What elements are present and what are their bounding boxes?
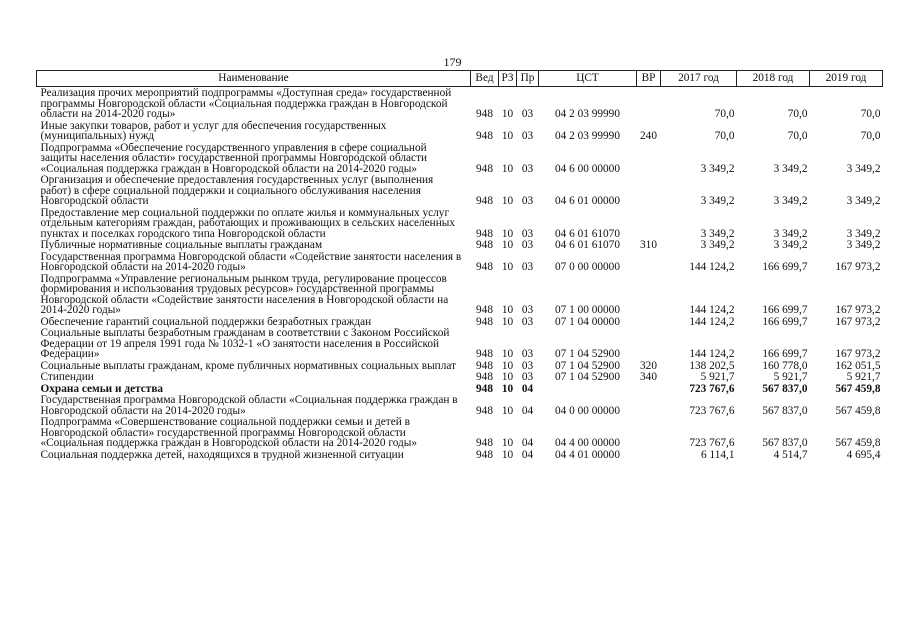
row-2019: 167 973,2 (835, 304, 881, 316)
row-name: Предоставление мер социальной поддержки по оплате жилья и коммунальных услуг отдельным категориям граждан, работающих и проживающих в сельских населенных пунктах и поселках городского типа Новгородской области (40, 206, 455, 240)
row-2018: 70,0 (787, 108, 808, 120)
row-2017: 70,0 (714, 108, 735, 120)
header-vr: ВР (637, 71, 661, 87)
table-row (37, 174, 883, 207)
row-rz: 10 (501, 304, 514, 316)
row-vr (637, 416, 661, 449)
row-2017: 3 349,2 (700, 195, 735, 207)
row-pr: 03 (521, 130, 534, 142)
header-cst: ЦСТ (539, 71, 637, 87)
row-2019: 162 051,5 (835, 359, 881, 372)
row-pr: 03 (521, 261, 534, 273)
row-vr: 310 (640, 239, 657, 251)
row-pr: 03 (521, 162, 534, 175)
page-number: 179 (443, 55, 462, 69)
row-2019: 70,0 (860, 130, 881, 142)
row-rz: 10 (501, 108, 514, 120)
row-2018: 166 699,7 (762, 315, 808, 328)
row-rz: 10 (501, 382, 514, 395)
row-2018: 4 514,7 (773, 448, 808, 461)
row-2019: 167 973,2 (835, 315, 881, 328)
row-name: Организация и обеспечение предоставления государственных услуг (выполнения работ) в сфере социальной поддержки и социального обслуживания населения Новгородской области (40, 174, 434, 207)
row-2017: 3 349,2 (700, 239, 735, 251)
row-vr: 240 (640, 130, 657, 142)
row-2017: 144 124,2 (689, 315, 735, 328)
row-pr: 03 (521, 239, 534, 251)
row-ved: 948 (476, 130, 493, 142)
row-cst: 04 4 00 00000 (555, 437, 620, 449)
row-cst: 07 1 04 52900 (555, 359, 620, 372)
row-pr: 03 (521, 227, 534, 240)
row-2018: 5 921,7 (773, 371, 808, 383)
row-vr (637, 383, 661, 395)
row-name: Подпрограмма «Обеспечение государственного управления в сфере социальной защиты населения области» государственной программы Новгородской области «Социальная поддержка граждан в Новгородской области на 2014-2020 годы» (40, 141, 428, 175)
row-name: Подпрограмма «Совершенствование социальной поддержки семьи и детей в Новгородской области» государственной программы Новгородской области «Социальная поддержка граждан в Новгородской области на 2014-2020 годы» (40, 416, 417, 449)
row-ved: 948 (476, 382, 493, 395)
row-2017: 3 349,2 (700, 162, 735, 175)
header-name: Наименование (37, 71, 471, 87)
row-rz: 10 (501, 359, 514, 372)
row-2017: 3 349,2 (700, 227, 735, 240)
row-vr: 320 (640, 359, 657, 372)
table-row (37, 316, 883, 328)
row-ved: 948 (476, 315, 493, 328)
row-vr (637, 207, 661, 240)
row-2019: 3 349,2 (846, 195, 881, 207)
table-row (37, 449, 883, 461)
row-ved: 948 (476, 304, 493, 316)
row-pr: 03 (521, 195, 534, 207)
row-cst: 04 6 01 61070 (555, 227, 620, 240)
row-ved: 948 (476, 261, 493, 273)
row-ved: 948 (476, 437, 493, 449)
row-name: Государственная программа Новгородской области «Социальная поддержка граждан в Новгородской области на 2014-2020 годы» (40, 394, 458, 417)
row-cst: 04 6 01 61070 (555, 239, 620, 251)
row-pr: 04 (521, 382, 534, 395)
row-name: Государственная программа Новгородской области «Содействие занятости населения в Новгородской области на 2014-2020 годы» (40, 250, 462, 273)
row-vr (637, 449, 661, 461)
row-rz: 10 (501, 404, 514, 417)
row-rz: 10 (501, 195, 514, 207)
row-cst (539, 383, 637, 395)
row-pr: 03 (521, 359, 534, 372)
row-2019: 70,0 (860, 108, 881, 120)
row-pr: 03 (521, 315, 534, 328)
row-pr: 03 (521, 108, 534, 120)
table-row (37, 383, 883, 395)
row-2018: 3 349,2 (773, 227, 808, 240)
table-row (37, 371, 883, 383)
row-vr (637, 142, 661, 175)
table-row (37, 251, 883, 273)
row-name: Стипендии (40, 371, 94, 383)
row-2019: 3 349,2 (846, 227, 881, 240)
row-2017: 70,0 (714, 130, 735, 142)
row-pr: 03 (521, 304, 534, 316)
table-row (37, 142, 883, 175)
row-2019: 567 459,8 (835, 404, 881, 417)
row-2017: 144 124,2 (689, 304, 735, 316)
row-2019: 3 349,2 (846, 239, 881, 251)
row-2019: 167 973,2 (835, 348, 881, 360)
row-ved: 948 (476, 195, 493, 207)
row-2019: 567 459,8 (835, 382, 881, 395)
row-name: Социальные выплаты гражданам, кроме публичных нормативных социальных выплат (40, 359, 457, 372)
row-2018: 567 837,0 (762, 382, 808, 395)
row-cst: 04 4 01 00000 (555, 448, 620, 461)
header-pr: Пр (517, 71, 539, 87)
row-ved: 948 (476, 359, 493, 372)
row-2017: 5 921,7 (700, 371, 735, 383)
row-ved: 948 (476, 348, 493, 360)
row-pr: 04 (521, 437, 534, 449)
row-2018: 166 699,7 (762, 261, 808, 273)
row-name: Публичные нормативные социальные выплаты гражданам (40, 239, 323, 251)
row-ved: 948 (476, 239, 493, 251)
row-vr (637, 174, 661, 207)
table-row (37, 120, 883, 142)
row-cst: 07 1 04 52900 (555, 371, 620, 383)
table-row (37, 416, 883, 449)
row-2018: 3 349,2 (773, 239, 808, 251)
row-2019: 167 973,2 (835, 261, 881, 273)
row-ved: 948 (476, 162, 493, 175)
row-vr (637, 316, 661, 328)
table-row (37, 273, 883, 316)
table-row (37, 87, 883, 120)
row-2018: 166 699,7 (762, 304, 808, 316)
row-name: Социальные выплаты безработным гражданам в соответствии с Законом Российской Федерации от 19 апреля 1991 года № 1032-1 «О занятости населения в Российской Федерации» (40, 327, 450, 360)
row-rz: 10 (501, 261, 514, 273)
row-rz: 10 (501, 130, 514, 142)
row-ved: 948 (476, 404, 493, 417)
row-2017: 144 124,2 (689, 348, 735, 360)
row-rz: 10 (501, 315, 514, 328)
row-name: Охрана семьи и детства (40, 382, 164, 395)
row-cst: 04 2 03 99990 (555, 130, 620, 142)
row-cst: 07 1 04 00000 (555, 315, 620, 328)
row-pr: 04 (521, 448, 534, 461)
row-ved: 948 (476, 371, 493, 383)
row-pr: 03 (521, 371, 534, 383)
row-cst: 07 1 04 52900 (555, 348, 620, 360)
row-name: Иные закупки товаров, работ и услуг для обеспечения государственных (муниципальных) нужд (40, 119, 387, 142)
row-2019: 567 459,8 (835, 437, 881, 449)
table-header-row (37, 71, 883, 87)
header-2019: 2019 год (810, 71, 883, 87)
row-2018: 567 837,0 (762, 404, 808, 417)
row-cst: 07 1 00 00000 (555, 304, 620, 316)
row-2018: 70,0 (787, 130, 808, 142)
budget-table (36, 70, 883, 460)
row-rz: 10 (501, 371, 514, 383)
row-name: Реализация прочих мероприятий подпрограммы «Доступная среда» государственной программы Новгородской области «Социальная поддержка граждан в Новгородской области на 2014-2020 годы» (40, 87, 452, 120)
header-2018: 2018 год (737, 71, 810, 87)
row-2019: 5 921,7 (846, 371, 881, 383)
row-vr: 340 (640, 371, 657, 383)
row-ved: 948 (476, 108, 493, 120)
row-cst: 07 0 00 00000 (555, 261, 620, 273)
row-2018: 3 349,2 (773, 162, 808, 175)
row-ved: 948 (476, 448, 493, 461)
row-2017: 723 767,6 (689, 437, 735, 449)
row-2018: 160 778,0 (762, 359, 808, 372)
table-row (37, 207, 883, 240)
row-2019: 3 349,2 (846, 162, 881, 175)
row-pr: 03 (521, 348, 534, 360)
row-vr (637, 251, 661, 273)
table-row (37, 394, 883, 416)
row-2017: 723 767,6 (689, 382, 735, 395)
row-pr: 04 (521, 404, 534, 417)
row-vr (637, 394, 661, 416)
table-row (37, 360, 883, 372)
row-vr (637, 87, 661, 120)
row-2019: 4 695,4 (846, 448, 881, 461)
row-rz: 10 (501, 227, 514, 240)
row-rz: 10 (501, 437, 514, 449)
row-2018: 3 349,2 (773, 195, 808, 207)
row-vr (637, 273, 661, 316)
row-vr (637, 327, 661, 360)
row-rz: 10 (501, 162, 514, 175)
row-cst: 04 6 01 00000 (555, 195, 620, 207)
table-row (37, 239, 883, 251)
row-2017: 6 114,1 (701, 448, 735, 461)
header-ved: Вед (471, 71, 499, 87)
row-2017: 723 767,6 (689, 404, 735, 417)
row-2018: 166 699,7 (762, 348, 808, 360)
row-cst: 04 2 03 99990 (555, 108, 620, 120)
row-ved: 948 (476, 227, 493, 240)
row-2017: 144 124,2 (689, 261, 735, 273)
row-rz: 10 (501, 239, 514, 251)
header-2017: 2017 год (661, 71, 737, 87)
row-name: Обеспечение гарантий социальной поддержки безработных граждан (40, 315, 372, 328)
row-rz: 10 (501, 448, 514, 461)
row-rz: 10 (501, 348, 514, 360)
row-name: Подпрограмма «Управление региональным рынком труда, регулирование процессов формирования и использования трудовых ресурсов» государственной программы Новгородской области «Содействие занятости населения в Новгородской области на 2014-2020 годы» (40, 272, 449, 316)
header-rz: РЗ (499, 71, 517, 87)
row-2017: 138 202,5 (689, 359, 735, 372)
row-cst: 04 0 00 00000 (555, 404, 620, 417)
row-name: Социальная поддержка детей, находящихся в трудной жизненной ситуации (40, 448, 404, 461)
row-2018: 567 837,0 (762, 437, 808, 449)
table-row (37, 327, 883, 360)
row-cst: 04 6 00 00000 (555, 162, 620, 175)
